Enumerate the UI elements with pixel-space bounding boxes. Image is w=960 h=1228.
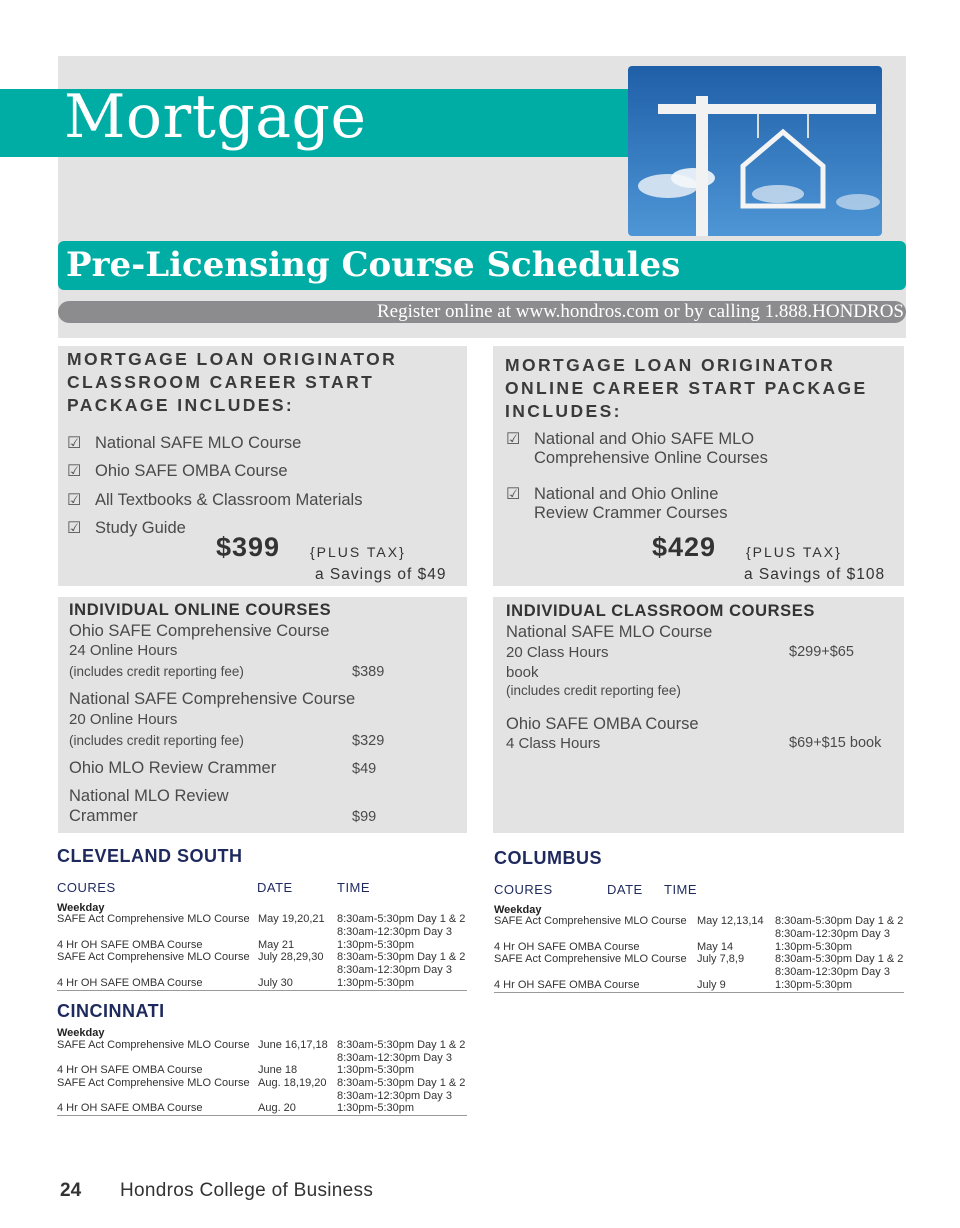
course-hours: 4 Class Hours — [506, 735, 601, 752]
course-price: $69+$15 book — [789, 735, 882, 751]
package-item: National and Ohio SAFE MLO Comprehensive Online Courses — [534, 430, 768, 467]
schedule-time: 8:30am-12:30pm Day 3 — [775, 928, 890, 940]
schedule-date: May 21 — [258, 939, 295, 951]
schedule-date: Aug. 18,19,20 — [258, 1077, 327, 1089]
classroom-courses-title: INDIVIDUAL CLASSROOM COURSES — [506, 602, 815, 620]
schedule-time: 8:30am-5:30pm Day 1 & 2 — [337, 1039, 466, 1051]
checked-box-icon: ☑ — [67, 463, 82, 480]
package-item: All Textbooks & Classroom Materials — [95, 491, 363, 509]
schedule-course: SAFE Act Comprehensive MLO Course — [57, 1039, 250, 1051]
city-heading-columbus: COLUMBUS — [494, 848, 602, 868]
checked-box-icon: ☑ — [506, 431, 521, 448]
schedule-time: 1:30pm-5:30pm — [337, 939, 415, 951]
checked-box-icon: ☑ — [506, 486, 521, 503]
course-note: (includes credit reporting fee) — [69, 664, 244, 679]
checked-box-icon: ☑ — [67, 520, 82, 537]
schedule-course: 4 Hr OH SAFE OMBA Course — [57, 1102, 203, 1114]
schedule-course: SAFE Act Comprehensive MLO Course — [57, 913, 250, 925]
schedule-date: July 7,8,9 — [697, 953, 745, 965]
schedule-course: 4 Hr OH SAFE OMBA Course — [494, 979, 640, 991]
online-courses-title: INDIVIDUAL ONLINE COURSES — [69, 601, 332, 619]
schedule-date: May 12,13,14 — [697, 915, 764, 927]
course-price: $389 — [352, 664, 385, 680]
course-name: National MLO Review — [69, 787, 229, 805]
package-price: $399 — [216, 532, 281, 562]
course-name: National SAFE Comprehensive Course — [69, 690, 356, 708]
course-price: $329 — [352, 733, 385, 749]
savings-label: a Savings of $108 — [744, 566, 886, 583]
course-name: Ohio SAFE Comprehensive Course — [69, 622, 330, 640]
course-name: Ohio SAFE OMBA Course — [506, 715, 699, 733]
plus-tax-label: {PLUS TAX} — [746, 544, 842, 560]
package-item: Ohio SAFE OMBA Course — [95, 462, 288, 480]
course-note: (includes credit reporting fee) — [69, 733, 244, 748]
schedule-time: 8:30am-5:30pm Day 1 & 2 — [337, 913, 466, 925]
course-price: $99 — [352, 809, 377, 825]
course-book: book — [506, 664, 539, 681]
schedule-date: July 28,29,30 — [258, 951, 324, 963]
schedule-time: 8:30am-12:30pm Day 3 — [337, 1052, 452, 1064]
column-header-time: TIME — [664, 882, 698, 897]
schedule-date: June 16,17,18 — [258, 1039, 328, 1051]
column-header-date: DATE — [607, 882, 643, 897]
schedule-course: SAFE Act Comprehensive MLO Course — [494, 915, 687, 927]
schedule-course: 4 Hr OH SAFE OMBA Course — [57, 977, 203, 989]
course-price: $49 — [352, 761, 377, 777]
schedule-time: 1:30pm-5:30pm — [337, 1102, 415, 1114]
schedule-course: SAFE Act Comprehensive MLO Course — [57, 1077, 250, 1089]
schedule-time: 8:30am-5:30pm Day 1 & 2 — [337, 1077, 466, 1089]
schedule-course: 4 Hr OH SAFE OMBA Course — [57, 939, 203, 951]
schedule-time: 1:30pm-5:30pm — [775, 979, 853, 991]
schedule-date: May 19,20,21 — [258, 913, 325, 925]
schedule-time: 1:30pm-5:30pm — [337, 1064, 415, 1076]
page-number: 24 — [60, 1180, 82, 1201]
table-divider — [57, 1115, 467, 1116]
checked-box-icon: ☑ — [67, 492, 82, 509]
course-hours: 24 Online Hours — [69, 642, 178, 659]
course-name: Crammer — [69, 807, 138, 825]
footer-college-name: Hondros College of Business — [120, 1180, 374, 1201]
page-title: Mortgage — [64, 82, 367, 152]
course-price: $299+$65 — [789, 644, 854, 660]
house-sign-photo — [628, 66, 882, 236]
schedule-course: SAFE Act Comprehensive MLO Course — [494, 953, 687, 965]
schedule-course: 4 Hr OH SAFE OMBA Course — [57, 1064, 203, 1076]
course-hours: 20 Class Hours — [506, 644, 609, 661]
plus-tax-label: {PLUS TAX} — [310, 544, 406, 560]
schedule-date: Aug. 20 — [258, 1102, 296, 1114]
column-header-course: COURES — [57, 880, 116, 895]
course-name: Ohio MLO Review Crammer — [69, 759, 277, 777]
schedule-time: 8:30am-12:30pm Day 3 — [337, 1090, 452, 1102]
schedule-date: July 30 — [258, 977, 293, 989]
classroom-package-title: MORTGAGE LOAN ORIGINATOR CLASSROOM CAREER START PACKAGE INCLUDES: — [67, 349, 398, 415]
city-heading-cleveland: CLEVELAND SOUTH — [57, 846, 243, 866]
schedule-date: July 9 — [697, 979, 726, 991]
weekday-label: Weekday — [494, 904, 542, 916]
schedule-time: 8:30am-5:30pm Day 1 & 2 — [775, 915, 904, 927]
schedule-time: 1:30pm-5:30pm — [775, 941, 853, 953]
register-text: Register online at www.hondros.com or by calling 1.888.HONDROS — [376, 301, 904, 322]
schedule-course: 4 Hr OH SAFE OMBA Course — [494, 941, 640, 953]
schedule-time: 8:30am-12:30pm Day 3 — [337, 926, 452, 938]
package-item: National and Ohio Online Review Crammer Courses — [534, 485, 728, 522]
column-header-time: TIME — [337, 880, 371, 895]
schedule-time: 1:30pm-5:30pm — [337, 977, 415, 989]
column-header-date: DATE — [257, 880, 293, 895]
course-note: (includes credit reporting fee) — [506, 683, 681, 698]
course-name: National SAFE MLO Course — [506, 623, 713, 641]
package-price: $429 — [652, 532, 717, 562]
page-subtitle: Pre-Licensing Course Schedules — [66, 245, 681, 285]
package-item: Study Guide — [95, 519, 186, 537]
online-package-title: MORTGAGE LOAN ORIGINATOR ONLINE CAREER START PACKAGE INCLUDES: — [505, 355, 868, 421]
weekday-label: Weekday — [57, 1027, 105, 1039]
schedule-time: 8:30am-12:30pm Day 3 — [337, 964, 452, 976]
table-divider — [494, 992, 904, 993]
schedule-time: 8:30am-5:30pm Day 1 & 2 — [775, 953, 904, 965]
checked-box-icon: ☑ — [67, 435, 82, 452]
course-hours: 20 Online Hours — [69, 711, 178, 728]
schedule-time: 8:30am-5:30pm Day 1 & 2 — [337, 951, 466, 963]
schedule-date: May 14 — [697, 941, 734, 953]
table-divider — [57, 990, 467, 991]
column-header-course: COURES — [494, 882, 553, 897]
schedule-time: 8:30am-12:30pm Day 3 — [775, 966, 890, 978]
package-item: National SAFE MLO Course — [95, 434, 302, 452]
schedule-date: June 18 — [258, 1064, 298, 1076]
weekday-label: Weekday — [57, 902, 105, 914]
savings-label: a Savings of $49 — [315, 566, 447, 583]
city-heading-cincinnati: CINCINNATI — [57, 1001, 165, 1021]
schedule-course: SAFE Act Comprehensive MLO Course — [57, 951, 250, 963]
